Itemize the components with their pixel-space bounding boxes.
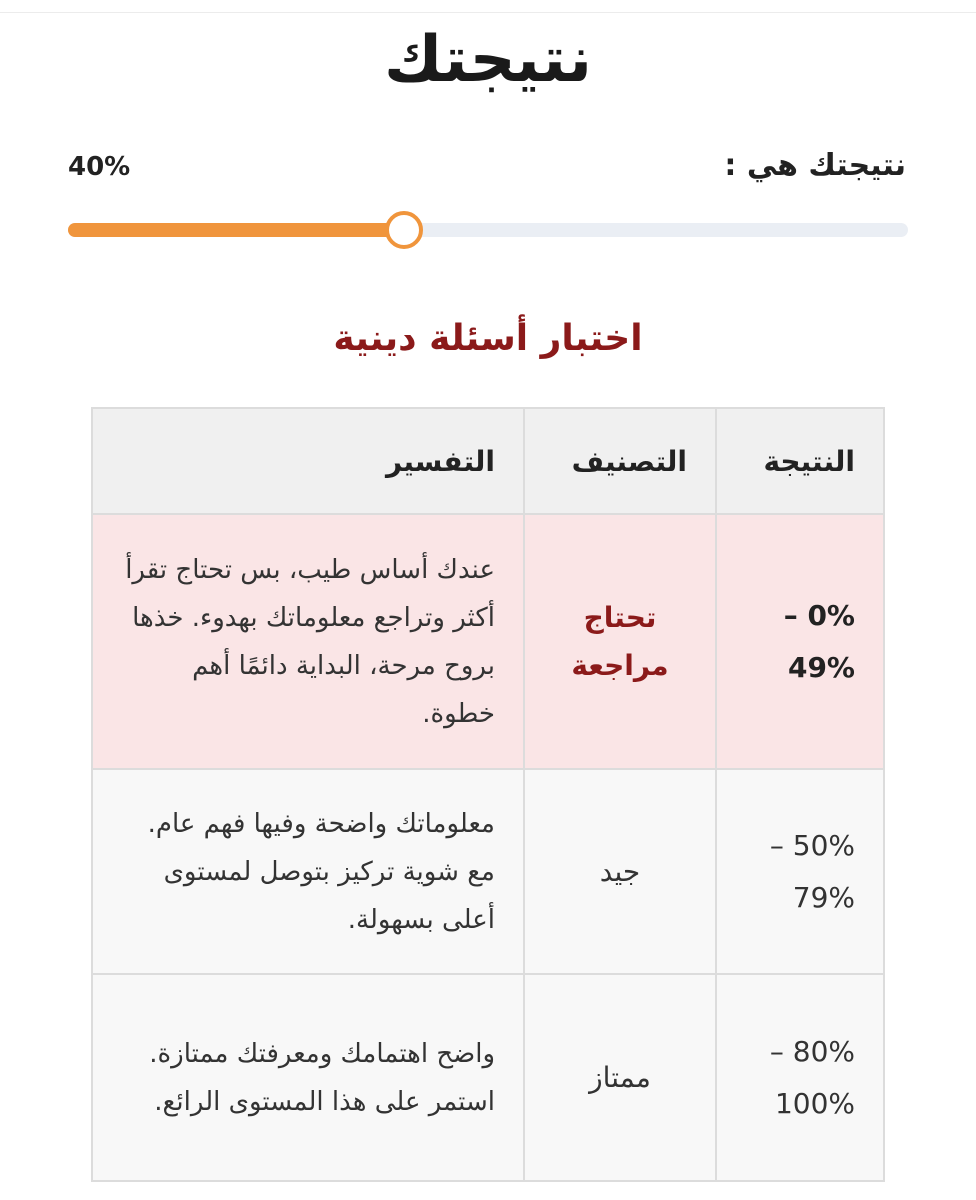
score-slider-fill xyxy=(68,223,404,237)
result-range: 80% – 100% xyxy=(716,974,884,1181)
header-classification: التصنيف xyxy=(524,408,716,514)
table-row xyxy=(92,514,884,769)
score-value: 40% xyxy=(68,152,131,182)
explanation: معلوماتك واضحة وفيها فهم عام. مع شوية تركيز بتوصل لمستوى أعلى بسهولة. xyxy=(92,769,524,974)
result-range: 0% – 49% xyxy=(716,514,884,769)
table-row xyxy=(92,974,884,1181)
classification: جيد xyxy=(524,769,716,974)
quiz-title: اختبار أسئلة دينية xyxy=(333,318,643,359)
explanation: عندك أساس طيب، بس تحتاج تقرأ أكثر وتراجع معلوماتك بهدوء. خذها بروح مرحة، البداية دائمًا أهم خطوة. xyxy=(92,514,524,769)
page-title: نتيجتك xyxy=(383,23,593,97)
classification: تحتاج مراجعة xyxy=(524,514,716,769)
explanation: واضح اهتمامك ومعرفتك ممتازة. استمر على هذا المستوى الرائع. xyxy=(92,974,524,1181)
score-slider[interactable] xyxy=(68,223,908,237)
score-label: نتيجتك هي : xyxy=(724,148,906,183)
classification: ممتاز xyxy=(524,974,716,1181)
table-row xyxy=(92,769,884,974)
top-border xyxy=(0,0,976,13)
score-slider-thumb[interactable] xyxy=(385,211,423,249)
results-table xyxy=(91,407,885,1182)
result-range: 50% – 79% xyxy=(716,769,884,974)
header-result: النتيجة xyxy=(716,408,884,514)
table-header-row xyxy=(92,408,884,514)
header-explanation: التفسير xyxy=(92,408,524,514)
